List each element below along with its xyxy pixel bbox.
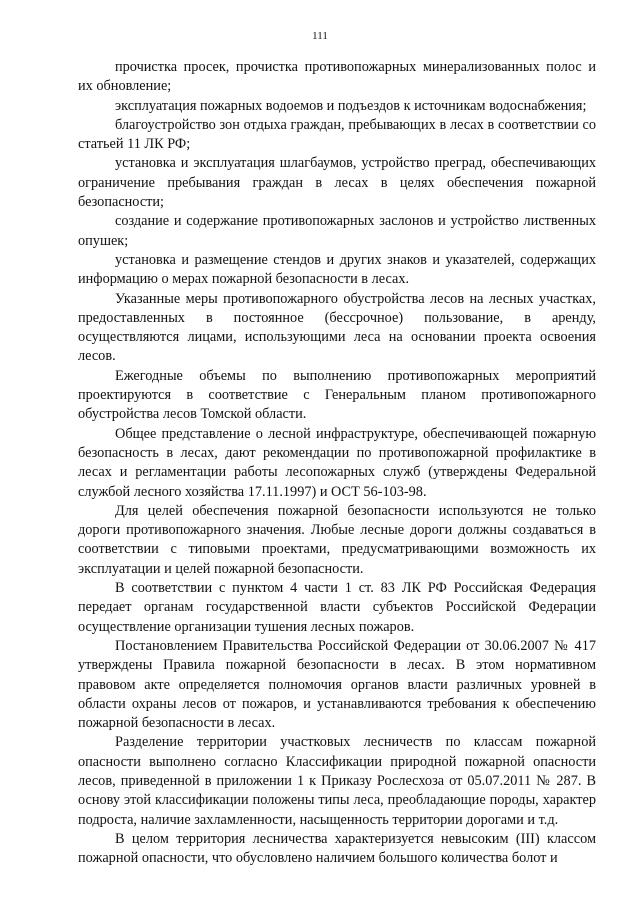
paragraph: Указанные меры противопожарного обустройства лесов на лесных участках, предоставленных в постоянное (бессрочное) пользование, в аренду, осуществляются лицами, использующими леса на основании проекта освоения лесов. [78, 290, 596, 365]
paragraph: Для целей обеспечения пожарной безопасности используются не только дороги противопожарного значения. Любые лесные дороги должны создаваться в соответствии с типовыми проектами, предусматривающими возможность их эксплуатации и целей пожарной безопасности. [78, 502, 596, 577]
paragraph: В соответствии с пунктом 4 части 1 ст. 83 ЛК РФ Российская Федерация передает органам государственной власти субъектов Российской Федерации осуществление организации тушения лесных пожаров. [78, 580, 596, 635]
paragraph: Постановлением Правительства Российской Федерации от 30.06.2007 № 417 утверждены Правила пожарной безопасности в лесах. В этом нормативном правовом акте определяется полномочия органов власти различных уровней в области охраны лесов от пожаров, и устанавливаются требования к обеспечению пожарной безопасности в лесах. [78, 637, 596, 732]
paragraph: установка и эксплуатация шлагбаумов, устройство преград, обеспечивающих ограничение пребывания граждан в лесах в целях обеспечения пожарной безопасности; [78, 155, 596, 211]
page-number: 111 [312, 30, 328, 42]
paragraph: эксплуатация пожарных водоемов и подъездов к источникам водоснабжения; [115, 97, 587, 114]
paragraph: Разделение территории участковых лесничеств по классам пожарной опасности выполнено согласно Классификации природной пожарной опасности лесов, приведенной в приложении 1 к Приказу Рослесхоза от 05.07.2011 № 287. В основу этой классификации положены типы леса, преобладающие породы, характер подроста, наличие захламленности, насыщенность территории дорогами и т.д. [78, 734, 596, 828]
paragraph: В целом территория лесничества характеризуется невысоким (III) классом пожарной опасности, что обусловлено наличием большого количества болот и [78, 830, 596, 867]
document-body [78, 58, 596, 868]
paragraph: благоустройство зон отдыха граждан, пребывающих в лесах в соответствии со статьей 11 ЛК РФ; [78, 116, 596, 153]
paragraph: Ежегодные объемы по выполнению противопожарных мероприятий проектируются в соответствие с Генеральным планом противопожарного обустройства лесов Томской области. [78, 367, 596, 423]
paragraph: прочистка просек, прочистка противопожарных минерализованных полос и их обновление; [78, 59, 596, 95]
paragraph: Общее представление о лесной инфраструктуре, обеспечивающей пожарную безопасность в лесах, дают рекомендации по противопожарной профилактике в лесах и регламентации работы лесопожарных служб (утверждены Федеральной службой лесного хозяйства 17.11.1997) и ОСТ 56-103-98. [78, 425, 596, 500]
paragraph: создание и содержание противопожарных заслонов и устройство лиственных опушек; [78, 213, 596, 249]
paragraph: установка и размещение стендов и других знаков и указателей, содержащих информацию о мерах пожарной безопасности в лесах. [78, 251, 596, 288]
